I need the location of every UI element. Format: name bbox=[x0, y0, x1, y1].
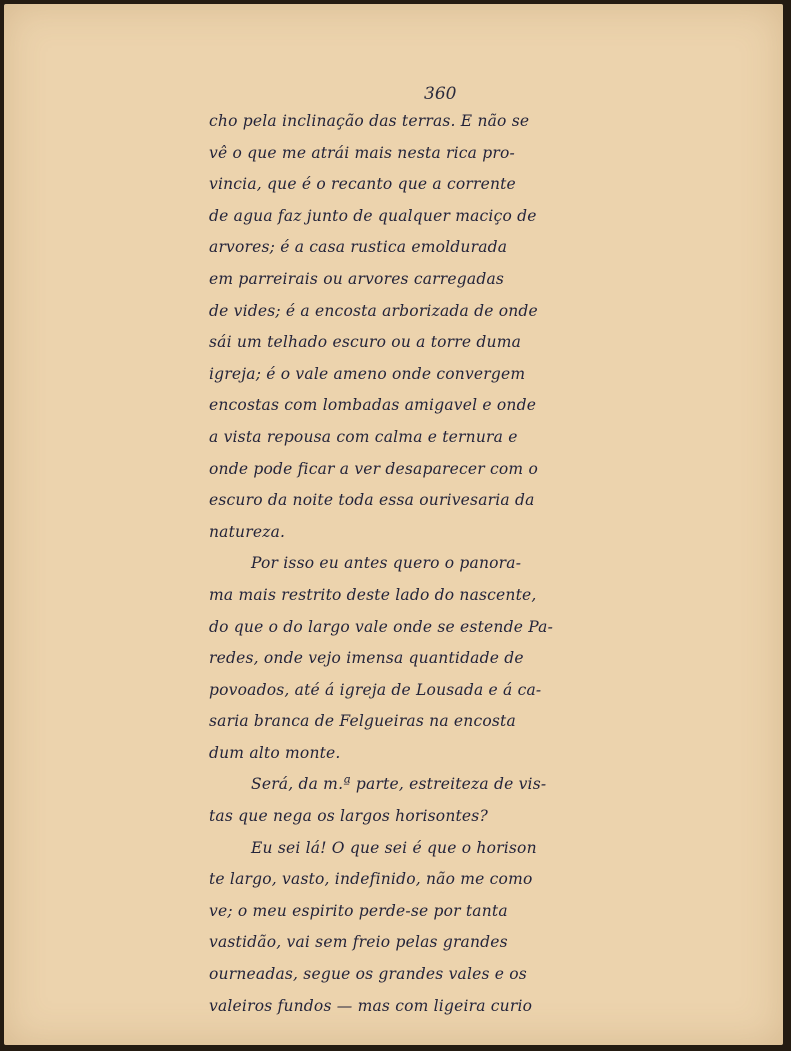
manuscript-line: escuro da noite toda essa ourivesaria da bbox=[209, 491, 535, 510]
manuscript-line: saria branca de Felgueiras na encosta bbox=[209, 712, 516, 731]
manuscript-line: dum alto monte. bbox=[209, 743, 341, 762]
manuscript-line: Por isso eu antes quero o panora- bbox=[251, 554, 522, 573]
manuscript-line: ourneadas, segue os grandes vales e os bbox=[209, 965, 527, 984]
manuscript-line: natureza. bbox=[209, 522, 286, 541]
manuscript-line: te largo, vasto, indefinido, não me como bbox=[209, 870, 533, 889]
manuscript-page bbox=[4, 4, 783, 1045]
manuscript-line: onde pode ficar a ver desaparecer com o bbox=[209, 459, 538, 478]
manuscript-line: povoados, até á igreja de Lousada e á ca- bbox=[209, 680, 542, 699]
manuscript-line: vastidão, vai sem freio pelas grandes bbox=[209, 933, 508, 952]
manuscript-line: Eu sei lá! O que sei é que o horison bbox=[251, 838, 537, 857]
manuscript-line: arvores; é a casa rustica emoldurada bbox=[209, 238, 508, 257]
manuscript-line: redes, onde vejo imensa quantidade de bbox=[209, 649, 524, 668]
manuscript-line: sái um telhado escuro ou a torre duma bbox=[209, 333, 522, 352]
handwritten-text-block bbox=[209, 106, 679, 1022]
manuscript-line: cho pela inclinação das terras. E não se bbox=[209, 112, 530, 130]
manuscript-line: Será, da m.ª parte, estreiteza de vis- bbox=[251, 775, 547, 794]
manuscript-line: do que o do largo vale onde se estende Pa- bbox=[209, 617, 554, 636]
manuscript-line: igreja; é o vale ameno onde convergem bbox=[209, 364, 526, 383]
manuscript-line: encostas com lombadas amigavel e onde bbox=[209, 396, 537, 415]
manuscript-line: valeiros fundos — mas com ligeira curio bbox=[209, 996, 533, 1015]
manuscript-line: de agua faz junto de qualquer maciço de bbox=[209, 206, 537, 225]
manuscript-line: vincia, que é o recanto que a corrente bbox=[209, 175, 516, 194]
manuscript-line: de vides; é a encosta arborizada de onde bbox=[209, 301, 538, 320]
manuscript-line: a vista repousa com calma e ternura e bbox=[209, 427, 518, 446]
manuscript-line: em parreirais ou arvores carregadas bbox=[209, 269, 505, 288]
manuscript-line: vê o que me atrái mais nesta rica pro- bbox=[209, 143, 515, 162]
page-number: 360 bbox=[424, 84, 457, 104]
manuscript-line: tas que nega os largos horisontes? bbox=[209, 807, 488, 826]
manuscript-line: ma mais restrito deste lado do nascente, bbox=[209, 585, 537, 604]
manuscript-line: ve; o meu espirito perde-se por tanta bbox=[209, 901, 508, 920]
